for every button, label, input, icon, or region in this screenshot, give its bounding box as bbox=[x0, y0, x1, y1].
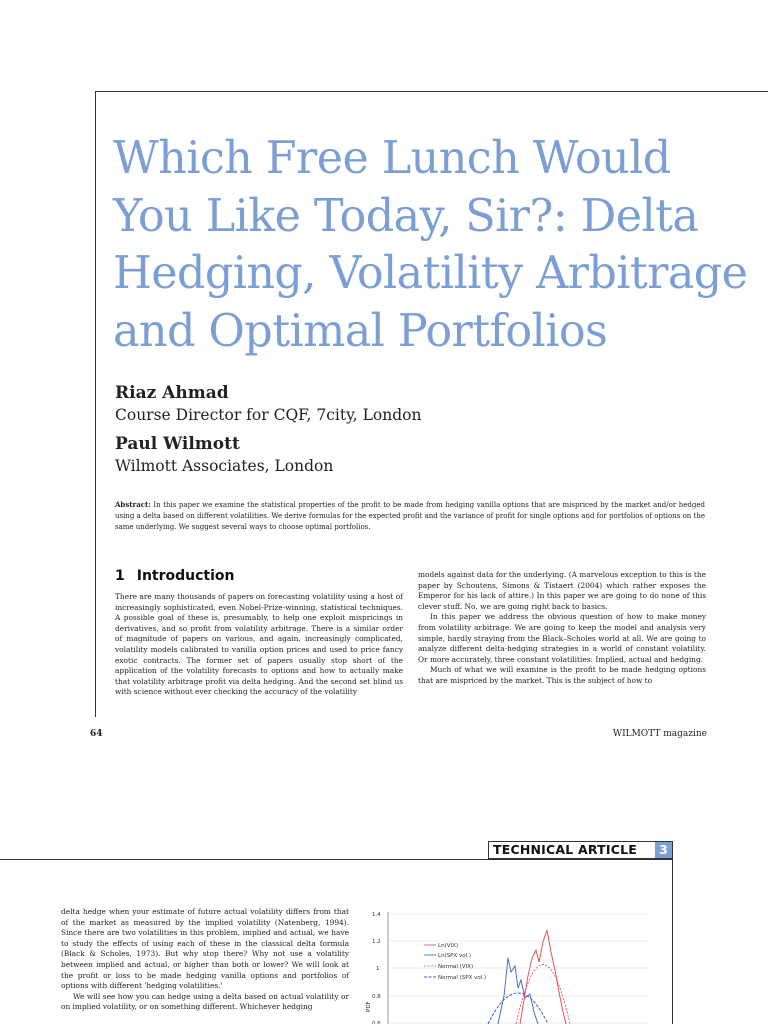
y-tick-label: 1 bbox=[376, 966, 380, 972]
paragraph: Much of what we will examine is the profit to be made hedging options that are mispriced by the market. This is the subject of how to bbox=[418, 665, 706, 685]
right-column bbox=[418, 570, 706, 687]
pdf-figure bbox=[358, 900, 658, 1024]
abstract-text: In this paper we examine the statistical properties of the profit to be made from hedging vanilla options that are mispriced by the market and/or hedged using a delta based on different volatilities. We derive formulas for the expected profit and the variance of profit for single options and for portfolios of options on the same underlying. We suggest several ways to choose optimal portfolios. bbox=[115, 501, 705, 531]
paragraph: models against data for the underlying. (A marvelous exception to this is the paper by Schoutens, Simons & Tistaert (2004) which rather exposes the Emperor for his lack of attire.) In this paper we are going to do none of this clever stuff. No, we are going right back to basics. bbox=[418, 570, 706, 611]
y-axis-label: PDF bbox=[366, 1001, 372, 1012]
legend-label: Normal (VIX) bbox=[438, 964, 474, 970]
section-header-number: 3 bbox=[655, 842, 672, 858]
page2-column bbox=[61, 907, 349, 1013]
section-header-label: TECHNICAL ARTICLE bbox=[493, 842, 637, 857]
y-tick-label: 1.4 bbox=[372, 912, 381, 918]
section-header-box bbox=[488, 841, 673, 859]
frame-rule-top-page2 bbox=[0, 859, 673, 860]
frame-rule-right-page2 bbox=[672, 859, 673, 1024]
author-name: Riaz Ahmad bbox=[115, 383, 229, 403]
title-line: Hedging, Volatility Arbitrage bbox=[113, 248, 748, 299]
title-line: and Optimal Portfolios bbox=[113, 305, 608, 357]
section-heading bbox=[115, 568, 235, 584]
author-affiliation: Wilmott Associates, London bbox=[115, 457, 334, 475]
left-column bbox=[115, 592, 403, 698]
y-tick-label: 0.6 bbox=[372, 1021, 381, 1024]
paragraph: There are many thousands of papers on forecasting volatility using a host of increasingly sophisticated, even Nobel-Prize-winning, statistical techniques. A possible goal of these is, presumably, to help one exploit mispricings in derivatives, and so profit from volatility arbitrage. There is a similar order of magnitude of papers on various, and again, increasingly complicated, volatility models calibrated to vanilla option prices and used to price fancy exotic contracts. The former set of papers usually stop short of the application of the volatility forecasts to options and how to actually make that volatility arbitrage profit via delta hedging. And the second set blind us with science without ever checking the accuracy of the volatility bbox=[115, 592, 403, 697]
y-tick-label: 0.8 bbox=[372, 994, 381, 1000]
paragraph: In this paper we address the obvious question of how to make money from volatility arbitrage. We are going to keep the model and analysis very simple, hardly straying from the Black–Scholes world at all. We are going to analyze different delta-hedging strategies in a world of constant volatility. Or more accurately, three constant volatilities: Implied, actual and hedging. bbox=[418, 612, 706, 664]
author-affiliation: Course Director for CQF, 7city, London bbox=[115, 406, 422, 424]
article-title bbox=[113, 130, 753, 360]
author-name: Paul Wilmott bbox=[115, 434, 240, 454]
series-ln-vix bbox=[520, 930, 566, 1024]
title-line: You Like Today, Sir?: Delta bbox=[113, 190, 699, 242]
frame-rule-left bbox=[95, 91, 96, 717]
section-title: Introduction bbox=[136, 568, 235, 584]
legend-label: Ln(SPX vol.) bbox=[438, 953, 472, 959]
paragraph: We will see how you can hedge using a delta based on actual volatility or on implied volatility, or on something different. Whichever hedging bbox=[61, 991, 349, 1012]
abstract bbox=[115, 499, 705, 533]
page-number: 64 bbox=[90, 729, 103, 739]
magazine-name: WILMOTT magazine bbox=[612, 729, 707, 739]
paragraph: delta hedge when your estimate of future actual volatility differs from that of the market as measured by the implied volatility (Natenberg, 1994). Since there are two volatilities in this problem, implied and actual, we have to study the effects of using each of these in the classical delta formula (Black & Scholes, 1973). But why stop there? Why not use a volatility between implied and actual, or higher than both or lower? We will look at the profit or loss to be made hedging vanilla options and portfolios of options with different 'hedging volatilities.' bbox=[61, 907, 349, 991]
series-normal-spx bbox=[488, 993, 548, 1024]
legend-label: Ln(VIX) bbox=[438, 943, 458, 949]
y-tick-label: 1.2 bbox=[372, 939, 381, 945]
abstract-label: Abstract: bbox=[115, 500, 151, 509]
frame-rule-top bbox=[95, 91, 768, 92]
legend-label: Normal (SPX vol.) bbox=[438, 975, 487, 981]
figure-svg bbox=[358, 900, 658, 1024]
title-line: Which Free Lunch Would bbox=[113, 133, 671, 184]
section-number: 1 bbox=[115, 568, 125, 584]
